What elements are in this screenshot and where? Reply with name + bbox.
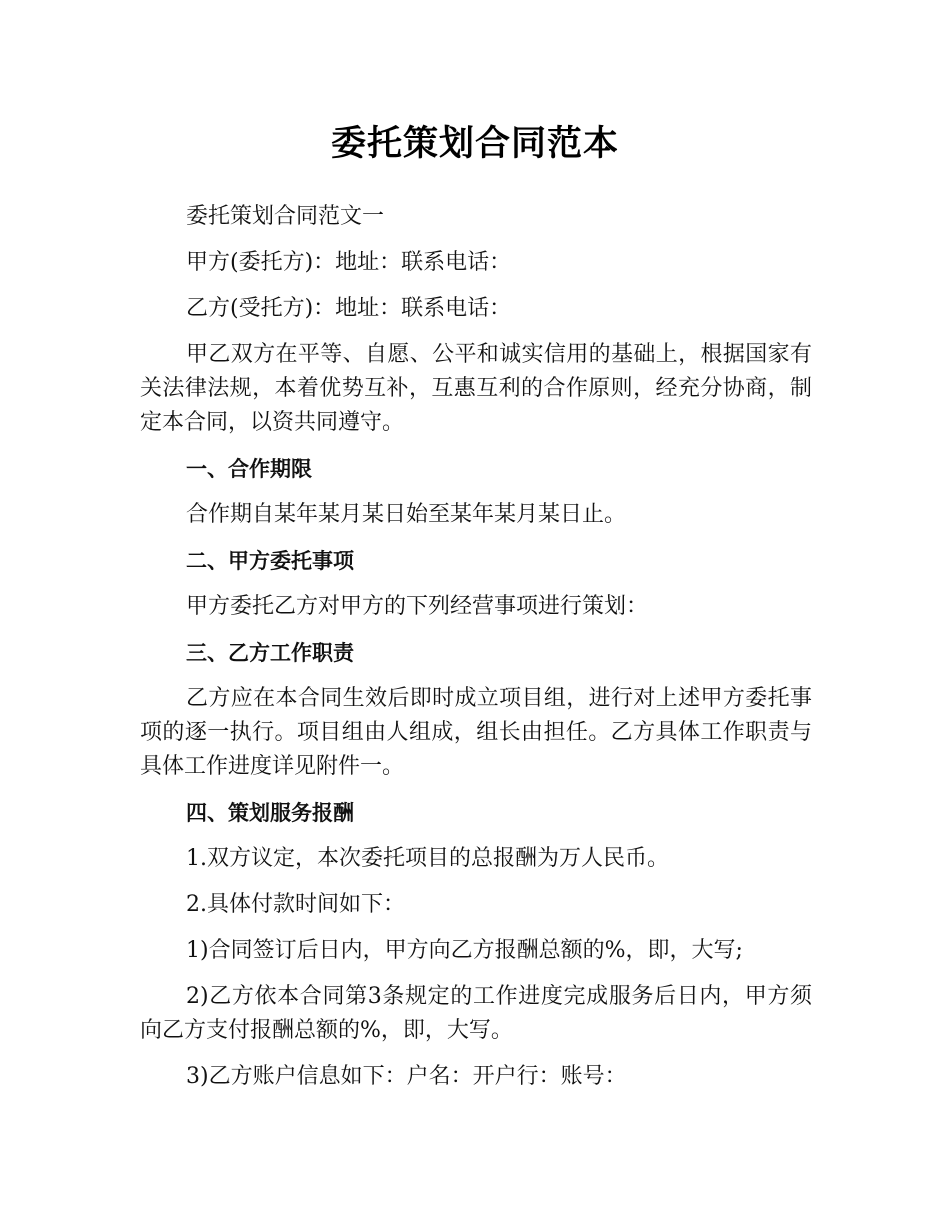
- document-body: [140, 200, 812, 1106]
- section-3-heading: 三、乙方工作职责: [186, 641, 354, 665]
- section-4-sub-1: 1)合同签订后日内，甲方向乙方报酬总额的%，即，大写;: [186, 938, 743, 963]
- document-title: 委托策划合同范本: [330, 124, 619, 164]
- section-4-sub-3: 3)乙方账户信息如下：户名：开户行：账号：: [186, 1064, 627, 1089]
- section-4-sub-2: 2)乙方依本合同第3条规定的工作进度完成服务后日内，甲方须向乙方支付报酬总额的%，即，大写。: [140, 984, 812, 1043]
- section-4-item-2: 2.具体付款时间如下：: [186, 892, 405, 917]
- section-3-body: 乙方应在本合同生效后即时成立项目组，进行对上述甲方委托事项的逐一执行。项目组由人组成，组长由担任。乙方具体工作职责与具体工作进度详见附件一。: [140, 686, 812, 779]
- party-a: 甲方(委托方)：地址：联系电话：: [186, 250, 512, 275]
- preamble: 甲乙双方在平等、自愿、公平和诚实信用的基础上，根据国家有关法律法规，本着优势互补，互惠互利的合作原则，经充分协商，制定本合同，以资共同遵守。: [140, 342, 812, 435]
- section-1-body: 合作期自某年某月某日始至某年某月某日止。: [186, 502, 627, 527]
- section-2-body: 甲方委托乙方对甲方的下列经营事项进行策划：: [186, 594, 649, 619]
- section-2-heading: 二、甲方委托事项: [186, 549, 354, 573]
- section-4-heading: 四、策划服务报酬: [186, 801, 354, 825]
- section-4-item-1: 1.双方议定，本次委托项目的总报酬为万人民币。: [186, 846, 669, 871]
- section-1-heading: 一、合作期限: [186, 457, 312, 481]
- subtitle: 委托策划合同范文一: [186, 204, 385, 229]
- party-b: 乙方(受托方)：地址：联系电话：: [186, 296, 512, 321]
